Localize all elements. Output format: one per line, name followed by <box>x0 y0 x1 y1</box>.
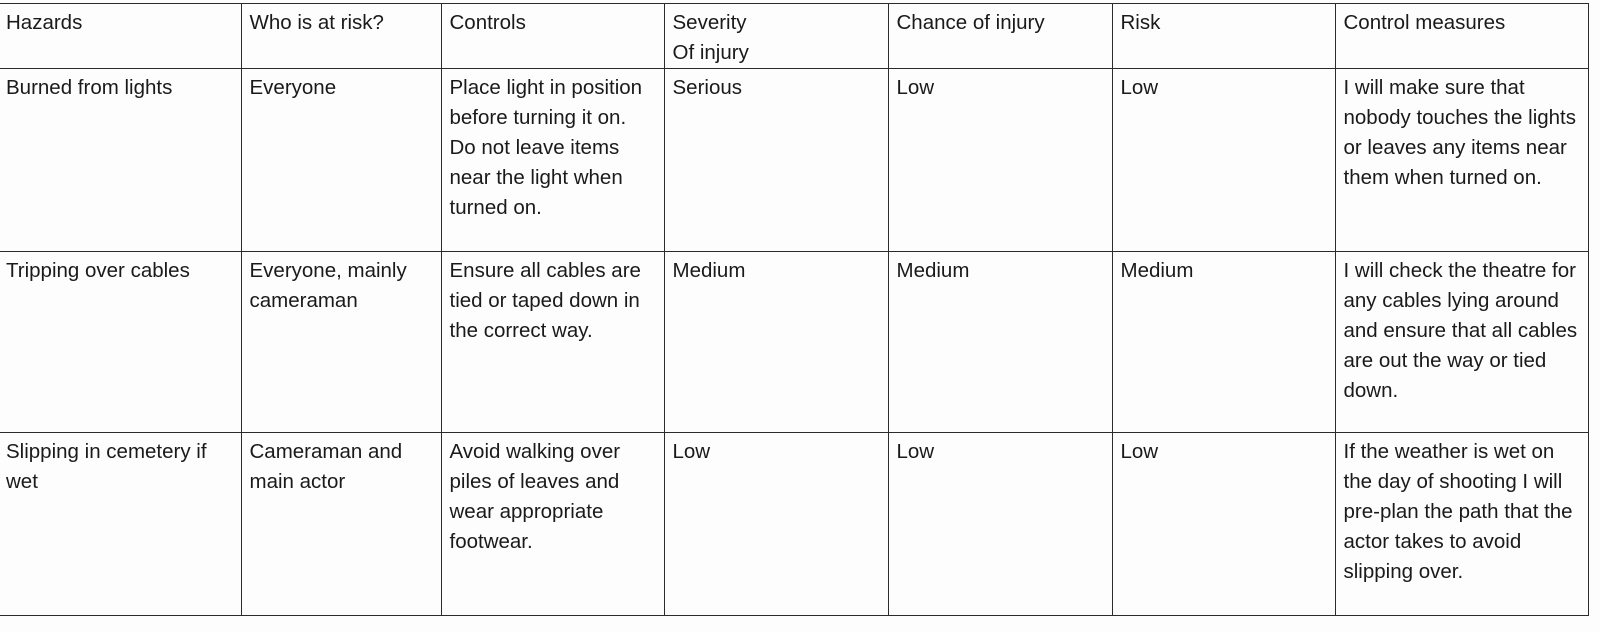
cell-severity: Medium <box>664 252 888 433</box>
cell-who: Cameraman and main actor <box>241 433 441 616</box>
header-hazards: Hazards <box>0 4 241 69</box>
cell-controls: Avoid walking over piles of leaves and wear appropriate footwear. <box>441 433 664 616</box>
header-risk: Risk <box>1112 4 1335 69</box>
cell-controls: Place light in position before turning it on. Do not leave items near the light when turned on. <box>441 69 664 252</box>
risk-assessment-table <box>0 3 1589 616</box>
cell-risk: Medium <box>1112 252 1335 433</box>
header-chance-of-injury: Chance of injury <box>888 4 1112 69</box>
cell-hazard: Tripping over cables <box>0 252 241 433</box>
header-control-measures: Control measures <box>1335 4 1588 69</box>
table-row <box>0 433 1588 616</box>
cell-risk: Low <box>1112 69 1335 252</box>
cell-chance: Medium <box>888 252 1112 433</box>
cell-chance: Low <box>888 69 1112 252</box>
table-row <box>0 252 1588 433</box>
cell-risk: Low <box>1112 433 1335 616</box>
header-severity: Severity Of injury <box>664 4 888 69</box>
cell-measures: If the weather is wet on the day of shooting I will pre-plan the path that the actor takes to avoid slipping over. <box>1335 433 1588 616</box>
cell-chance: Low <box>888 433 1112 616</box>
table-header-row <box>0 4 1588 69</box>
cell-measures: I will check the theatre for any cables lying around and ensure that all cables are out the way or tied down. <box>1335 252 1588 433</box>
cell-measures: I will make sure that nobody touches the lights or leaves any items near them when turned on. <box>1335 69 1588 252</box>
header-controls: Controls <box>441 4 664 69</box>
cell-who: Everyone, mainly cameraman <box>241 252 441 433</box>
cell-who: Everyone <box>241 69 441 252</box>
header-who-at-risk: Who is at risk? <box>241 4 441 69</box>
cell-hazard: Burned from lights <box>0 69 241 252</box>
cell-severity: Low <box>664 433 888 616</box>
cell-severity: Serious <box>664 69 888 252</box>
cell-hazard: Slipping in cemetery if wet <box>0 433 241 616</box>
table-row <box>0 69 1588 252</box>
cell-controls: Ensure all cables are tied or taped down in the correct way. <box>441 252 664 433</box>
